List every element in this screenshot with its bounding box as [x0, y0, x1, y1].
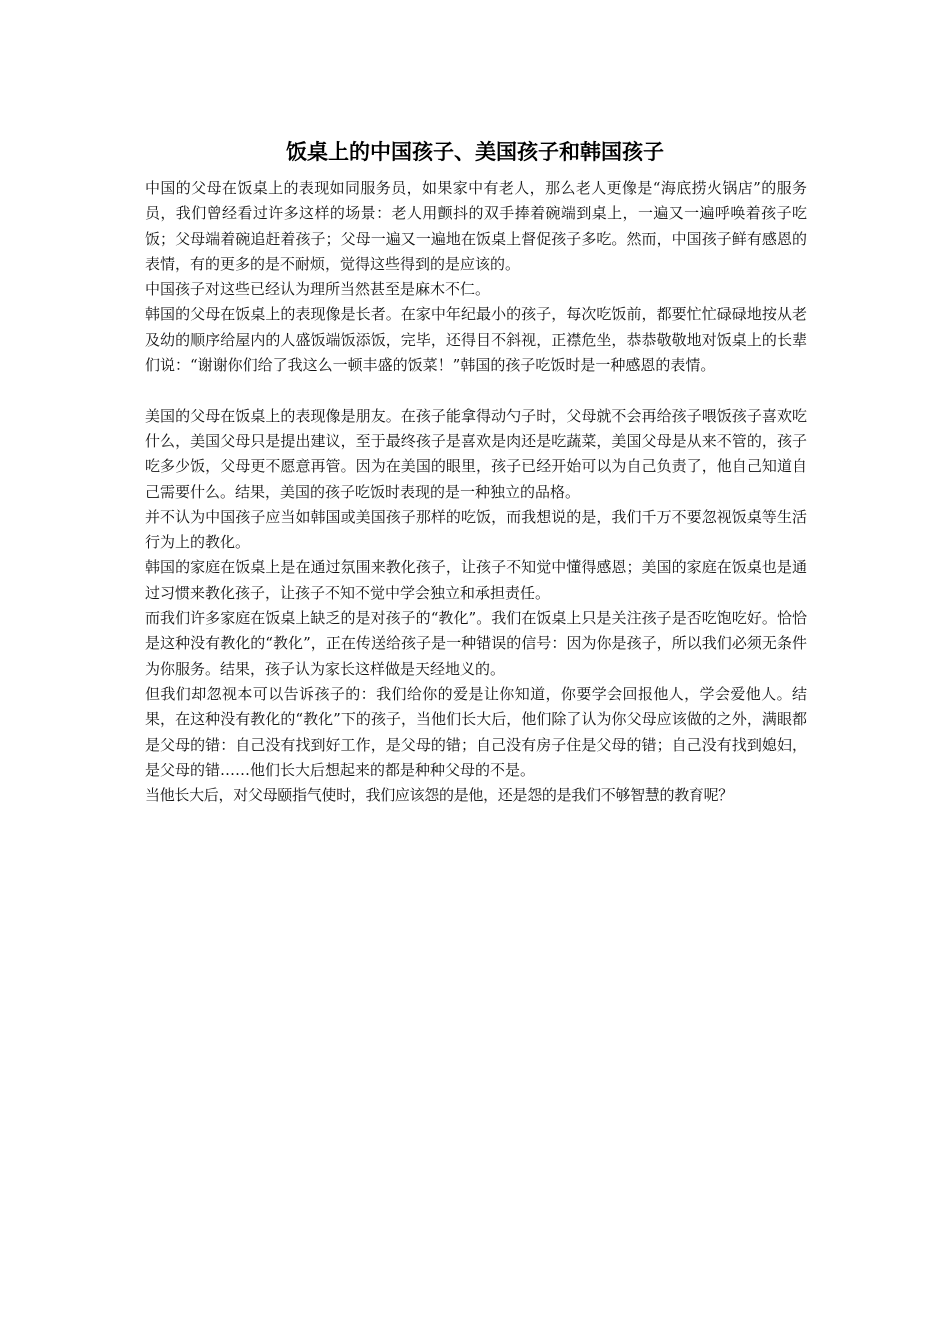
paragraph-chinese-parents: 中国的父母在饭桌上的表现如同服务员，如果家中有老人，那么老人更像是“海底捞火锅店”的服务员，我们曾经看过许多这样的场景：老人用颤抖的双手捧着碗端到桌上，一遍又一遍呼唤着孩子吃饭；父母端着碗追赶着孩子；父母一遍又一遍地在饭桌上督促孩子多吃。然而，中国孩子鲜有感恩的表情，有的更多的是不耐烦，觉得这些得到的是应该的。 — [145, 179, 807, 273]
paragraph-opinion: 并不认为中国孩子应当如韩国或美国孩子那样的吃饭，而我想说的是，我们千万不要忽视饭桌等生活行为上的教化。 — [145, 507, 807, 552]
paragraph-korean-parents: 韩国的父母在饭桌上的表现像是长者。在家中年纪最小的孩子，每次吃饭前，都要忙忙碌碌地按从老及幼的顺序给屋内的人盛饭端饭添饭，完毕，还得目不斜视，正襟危坐，恭恭敬敬地对饭桌上的长辈们说：“谢谢你们给了我这么一顿丰盛的饭菜！”韩国的孩子吃饭时是一种感恩的表情。 — [145, 305, 807, 375]
document-title: 饭桌上的中国孩子、美国孩子和韩国孩子 — [286, 140, 664, 164]
paragraph-chinese-children: 中国孩子对这些已经认为理所当然甚至是麻木不仁。 — [145, 280, 491, 299]
paragraph-korean-american-families: 韩国的家庭在饭桌上是在通过氛围来教化孩子，让孩子不知觉中懂得感恩；美国的家庭在饭桌也是通过习惯来教化孩子，让孩子不知不觉中学会独立和承担责任。 — [145, 558, 807, 602]
paragraph-closing-question: 当他长大后，对父母颐指气使时，我们应该怨的是他，还是怨的是我们不够智慧的教育呢？ — [145, 786, 734, 805]
document-body — [145, 176, 807, 808]
paragraph-american-parents: 美国的父母在饭桌上的表现像是朋友。在孩子能拿得动勺子时，父母就不会再给孩子喂饭孩子喜欢吃什么，美国父母只是提出建议，至于最终孩子是喜欢是肉还是吃蔬菜，美国父母是从来不管的，孩子吃多少饭，父母更不愿意再管。因为在美国的眼里，孩子已经开始可以为自己负责了，他自己知道自己需要什么。结果，美国的孩子吃饭时表现的是一种独立的品格。 — [145, 406, 807, 501]
paragraph-our-families: 而我们许多家庭在饭桌上缺乏的是对孩子的“教化”。我们在饭桌上只是关注孩子是否吃饱吃好。恰恰是这种没有教化的“教化”，正在传送给孩子是一种错误的信号：因为你是孩子，所以我们必须无条件为你服务。结果，孩子认为家长这样做是天经地义的。 — [145, 609, 807, 678]
paragraph-what-we-ignore: 但我们却忽视本可以告诉孩子的：我们给你的爱是让你知道，你要学会回报他人，学会爱他人。结果，在这种没有教化的“教化”下的孩子，当他们长大后，他们除了认为你父母应该做的之外，满眼都是父母的错：自己没有找到好工作，是父母的错；自己没有房子住是父母的错；自己没有找到媳妇，是父母的错……他们长大后想起来的都是种种父母的不是。 — [145, 684, 807, 779]
